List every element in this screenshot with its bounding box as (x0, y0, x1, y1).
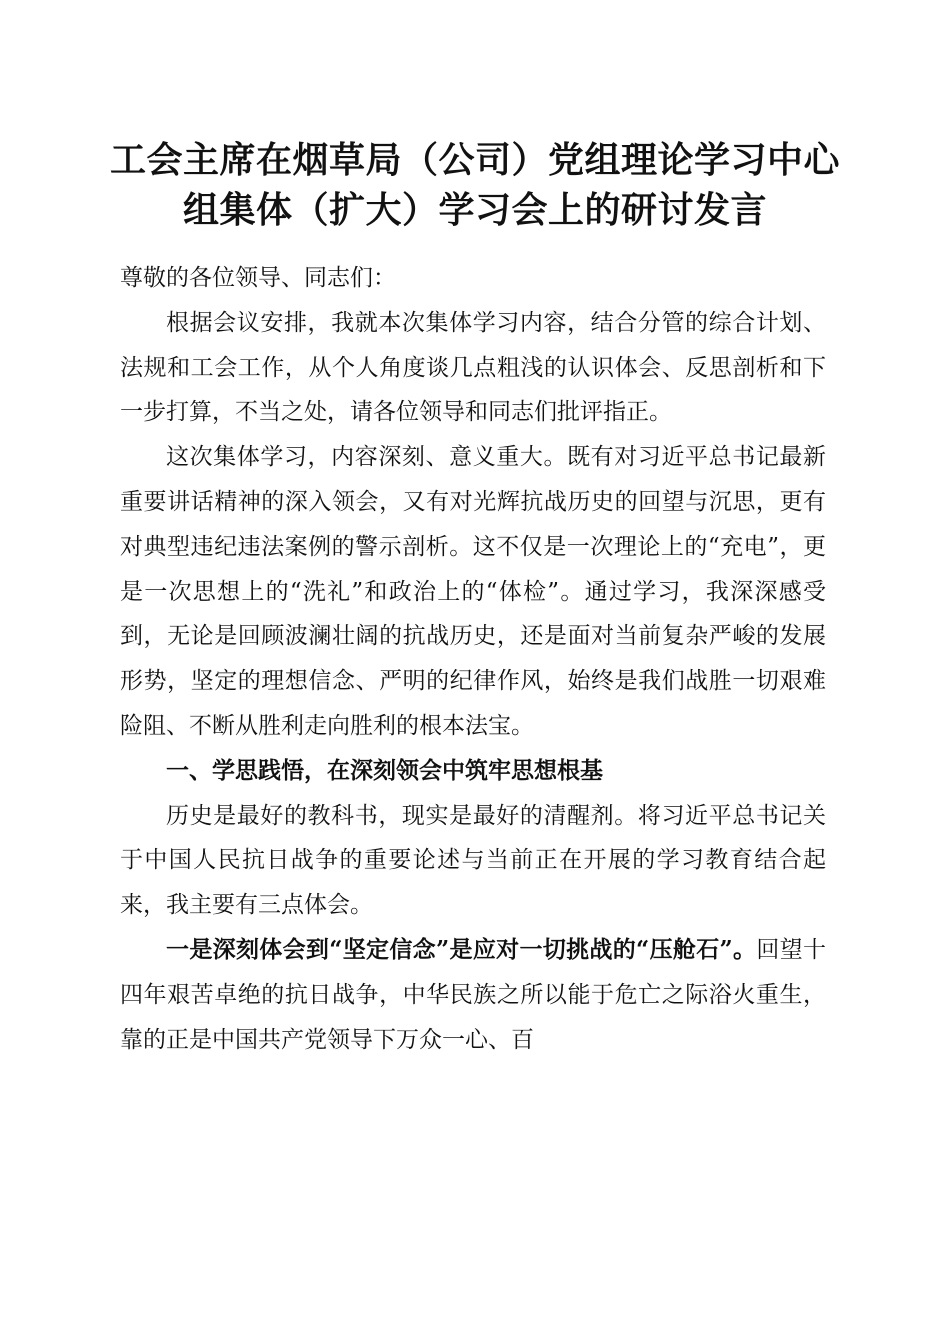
paragraph-2: 这次集体学习，内容深刻、意义重大。既有对习近平总书记最新重要讲话精神的深入领会，又有对光辉抗战历史的回望与沉思，更有对典型违纪违法案例的警示剖析。这不仅是一次理论上的“充电”，更是一次思想上的“洗礼”和政治上的“体检”。通过学习，我深深感受到，无论是回顾波澜壮阔的抗战历史，还是面对当前复杂严峻的发展形势，坚定的理想信念、严明的纪律作风，始终是我们战胜一切艰难险阻、不断从胜利走向胜利的根本法宝。 (120, 444, 826, 739)
section-1-heading: 一、学思践悟，在深刻领会中筑牢思想根基 (166, 757, 603, 784)
document-title (100, 136, 850, 236)
paragraph-3: 历史是最好的教科书，现实是最好的清醒剂。将习近平总书记关于中国人民抗日战争的重要论述与当前正在开展的学习教育结合起来，我主要有三点体会。 (120, 802, 826, 919)
document-body (120, 256, 826, 1062)
point-1-text: 回望十四年艰苦卓绝的抗日战争，中华民族之所以能于危亡之际浴火重生，靠的正是中国共产党领导下万众一心、百 (120, 936, 827, 1053)
title-line-2: 组集体（扩大）学习会上的研讨发言 (182, 190, 767, 231)
paragraph-1: 根据会议安排，我就本次集体学习内容，结合分管的综合计划、法规和工会工作，从个人角度谈几点粗浅的认识体会、反思剖析和下一步打算，不当之处，请各位领导和同志们批评指正。 (120, 309, 826, 426)
point-1-lead: 一是深刻体会到“坚定信念”是应对一切挑战的“压舱石”。 (166, 935, 757, 963)
salutation: 尊敬的各位领导、同志们： (120, 265, 396, 291)
title-line-1: 工会主席在烟草局（公司）党组理论学习中心 (109, 140, 840, 181)
paragraph-4 (120, 928, 826, 1062)
